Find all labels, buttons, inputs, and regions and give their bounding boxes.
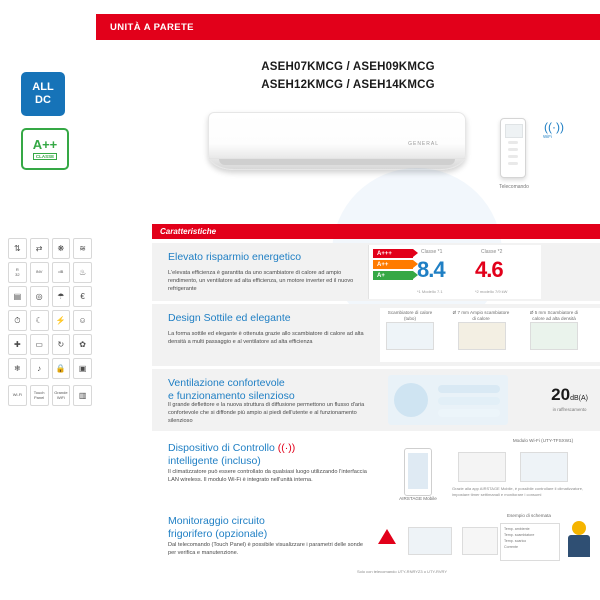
noise-caption: in raffrescamento <box>552 407 587 412</box>
monitoring-footnote: Solo con telecomando UTY-RNRYZ3 o UTY-RVRY <box>357 569 447 574</box>
swing-horizontal-icon: ⇄ <box>30 238 49 259</box>
remote-display <box>505 124 523 138</box>
feature-title-monitoring-line1: Monitoraggio circuito <box>168 515 265 527</box>
remote-control-icon: ▭ <box>30 334 49 355</box>
powerful-icon: ⚡ <box>52 310 71 331</box>
wifi-module-image <box>520 452 568 482</box>
energy-row-a2: A++ <box>373 260 413 269</box>
seer-label: Classe *1 <box>421 249 443 255</box>
remote-button-3 <box>508 155 518 158</box>
self-diagnosis-icon: ✚ <box>8 334 27 355</box>
section-bar-caratteristiche <box>152 224 600 239</box>
page-title: UNITÀ A PARETE <box>110 22 194 33</box>
feature-body-wifi: Il climatizzatore può essere controllato da qualsiasi luogo utilizzando l'interfaccia LAN wireless. Il modulo Wi-Fi è integrato nell'unità interna. <box>168 469 367 483</box>
indoor-unit-image <box>208 112 466 170</box>
airflow-illustration <box>388 375 508 425</box>
scop-footnote: *2 modello 7/9 kW <box>475 289 508 294</box>
unit-brand-label: GENERAL <box>408 141 439 147</box>
feature-body-energy: L'elevata efficienza è garantita da uno scambiatore di calore ad ampio rendimento, un ventilatore ad alta efficienza, un motore inverter ed il nuovo refrigerante <box>168 270 354 292</box>
grande-wifi-icon: Grande WiFi <box>52 385 71 406</box>
auto-restart-icon: ↻ <box>52 334 71 355</box>
wired-control-icon: ▥ <box>73 385 92 406</box>
airflow-hand-icon <box>394 383 428 417</box>
feature-title-wifi-line2: intelligente (incluso) <box>168 455 261 467</box>
airflow-icon: ≋ <box>73 238 92 259</box>
remote-caption: Telecomando <box>499 184 529 190</box>
energy-class-value: A++ <box>32 137 58 152</box>
feature-title-airflow <box>168 377 295 403</box>
remote-control-image <box>500 118 526 178</box>
heat-exchanger-5mm-image <box>530 322 578 350</box>
heat-pump-icon: ♨ <box>73 262 92 283</box>
swing-vertical-icon: ⇅ <box>8 238 27 259</box>
technician-helmet-icon <box>572 521 586 535</box>
human-sensor-icon: ☺ <box>73 310 92 331</box>
feature-body-design: La forma sottile ed elegante è ottenuta grazie allo scambiatore di calore ad alta densità a multi passaggio e al ventilatore ad alta efficienza <box>168 331 364 345</box>
design-illustration <box>380 308 600 362</box>
remote-button-1 <box>508 141 518 144</box>
schema-row-3: Temp. scarico <box>504 539 527 543</box>
timer-weekly-icon: ⏱ <box>8 310 27 331</box>
feature-block-design <box>152 304 600 366</box>
main-content <box>96 0 600 600</box>
wifi-icon: ((·)) <box>544 120 564 134</box>
feature-title-monitoring <box>168 515 267 541</box>
feature-icon-grid <box>8 238 92 409</box>
low-noise-icon: dB <box>52 262 71 283</box>
lock-icon: 🔒 <box>52 358 71 379</box>
all-dc-badge <box>21 72 65 116</box>
energy-label-scale <box>373 249 413 282</box>
energy-class-label: CLASSE <box>33 153 57 160</box>
feature-title-energy: Elevato risparmio energetico <box>168 251 302 263</box>
header-bar <box>96 14 600 40</box>
dehumidify-icon: ☂ <box>52 286 71 307</box>
wifi-title-icon: ((·)) <box>277 442 296 454</box>
noise-value: 20 <box>551 385 571 404</box>
model-line-1: ASEH07KMCG / ASEH09KMCG <box>261 61 435 73</box>
heat-exchanger-7mm-image <box>458 322 506 350</box>
outdoor-unit-diagram <box>462 527 498 555</box>
inverter-icon: INV <box>30 262 49 283</box>
section-bar-label: Caratteristiche <box>160 227 217 236</box>
feature-block-airflow <box>152 369 600 431</box>
schema-row-4: Corrente <box>504 545 518 549</box>
feature-title-airflow-line1: Ventilazione confortevole <box>168 377 285 389</box>
economy-icon: € <box>73 286 92 307</box>
model-line-2: ASEH12KMCG / ASEH14KMCG <box>261 79 435 91</box>
touch-panel-icon: Touch Panel <box>30 385 49 406</box>
indoor-unit-diagram <box>408 527 452 555</box>
seer-value: 8.4 <box>417 257 445 282</box>
certification-badges <box>14 72 78 170</box>
schema-row-2: Temp. scambiatore <box>504 533 535 537</box>
filter-icon: ▤ <box>8 286 27 307</box>
feature-title-design: Design Sottile ed elegante <box>168 312 291 324</box>
energy-row-a1: A+ <box>373 271 413 280</box>
sidebar <box>0 0 96 600</box>
r32-refrigerant-icon: R 32 <box>8 262 27 283</box>
fan-speed-icon: ❋ <box>52 238 71 259</box>
all-dc-badge-line1: ALL <box>32 81 54 93</box>
seer-scop-panel <box>368 245 541 299</box>
design-caption-2: Ø 7 mm Ampio scambiatore di calore <box>452 310 510 321</box>
noise-unit: dB(A) <box>570 395 588 402</box>
technician-avatar <box>568 535 590 557</box>
unit-air-outlet <box>219 159 455 165</box>
feature-title-wifi <box>168 442 295 468</box>
feature-block-wifi <box>152 434 600 504</box>
wifi-module-caption: Modulo Wi-Fi (UTY-TFSXW1) <box>512 438 574 443</box>
feature-title-wifi-line1: Dispositivo di Controllo <box>168 442 275 454</box>
feature-title-airflow-line2: e funzionamento silenzioso <box>168 390 295 402</box>
energy-row-a3: A+++ <box>373 249 413 258</box>
all-dc-badge-line2: DC <box>35 94 51 106</box>
feature-body-monitoring: Dal telecomando (Touch Panel) è possibile visualizzare i parametri delle sonde per verifica e manutenzione. <box>168 542 363 556</box>
quiet-outdoor-icon: ♪ <box>30 358 49 379</box>
model-names <box>96 58 600 94</box>
smartphone-image <box>404 448 432 496</box>
feature-title-monitoring-line2: frigorifero (opzionale) <box>168 528 268 540</box>
scop-label: Classe *2 <box>481 249 503 255</box>
sleep-mode-icon: ☾ <box>30 310 49 331</box>
airflow-stream-1 <box>438 385 500 393</box>
airflow-stream-3 <box>438 409 500 417</box>
warning-triangle-icon <box>378 529 396 544</box>
heat-exchanger-tube-image <box>386 322 434 350</box>
auto-clean-icon: ◎ <box>30 286 49 307</box>
remote-button-4 <box>508 162 518 165</box>
schema-table <box>500 523 560 561</box>
feature-body-airflow: Il grande deflettore e la nuova struttura di diffusione permettono un flusso d'aria confortevole che si diffonde più ampio ai piedi dell'utente e al funzionamento silenzioso <box>168 402 365 424</box>
noise-level-callout <box>551 385 588 412</box>
feature-block-monitoring <box>152 507 600 579</box>
schema-row-1: Temp. ambiente <box>504 527 530 531</box>
defrost-icon: ❄ <box>8 358 27 379</box>
wifi-caption: WiFi <box>543 134 552 139</box>
design-caption-1: Scambiatore di calore (tubo) <box>387 310 433 321</box>
wifi-module-icon: Wi-Fi <box>8 385 27 406</box>
remote-button-2 <box>508 148 518 151</box>
scop-value: 4.6 <box>475 257 503 282</box>
wifi-note: Grazie alla app AIRSTAGE Mobile, è possibile controllare il climatizzatore, impostare timer settimanali e monitorare i consumi <box>452 486 584 497</box>
air-purify-icon: ✿ <box>73 334 92 355</box>
schema-caption: Esempio di schemata <box>507 513 551 518</box>
app-caption: AIRSTAGE Mobile <box>399 496 437 501</box>
design-caption-3: Ø 5 mm Scambiatore di calore ad alta densità <box>529 310 579 321</box>
seer-footnote: *1 Modello 7.1 <box>417 289 443 294</box>
energy-class-badge <box>21 128 69 170</box>
display-icon: ▣ <box>73 358 92 379</box>
airflow-stream-2 <box>438 397 500 405</box>
indoor-unit-module-image <box>458 452 506 482</box>
